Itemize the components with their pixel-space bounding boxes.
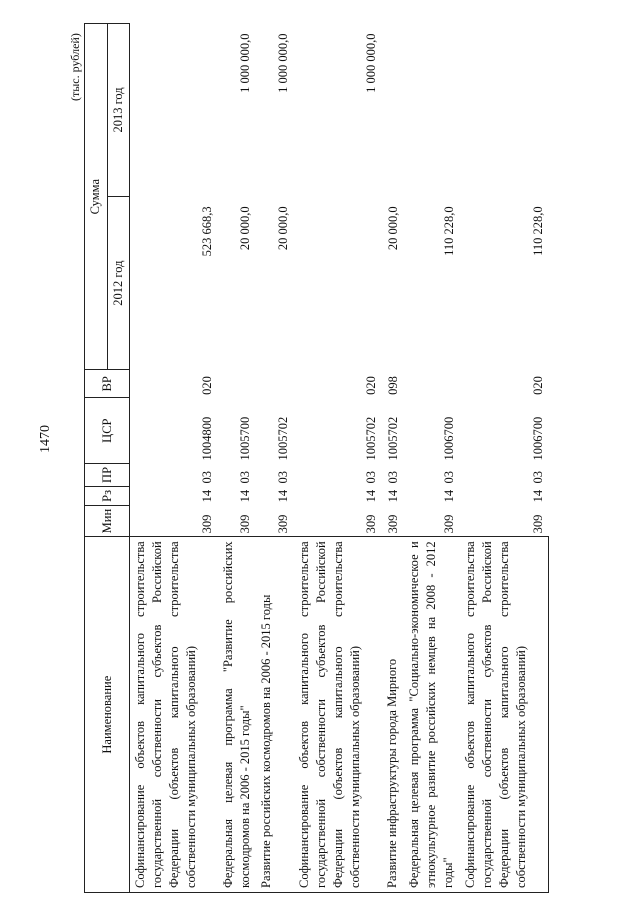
row-csr: 1005700 (238, 416, 252, 461)
row-sum-2012: 110 228,0 (442, 206, 456, 256)
row-csr: 1005702 (364, 416, 378, 461)
row-name: Софинансирование объектов капитального строительства государственной собственности субъектов Российской Федерации (объектов капитального строительства собственности муниципальных образований) (460, 537, 549, 893)
row-min: 309 (530, 514, 545, 534)
row-vr: 098 (386, 376, 400, 395)
row-name: Софинансирование объектов капитального строительства государственной собственности субъектов Российской Федерации (объектов капитального строительства собственности муниципальных образований) (294, 537, 382, 893)
row-pr: 03 (530, 470, 545, 484)
row-rz: 14 (200, 489, 214, 503)
table-row (130, 24, 219, 893)
header-pr: ПР (85, 463, 130, 486)
row-sum-2012: 110 228,0 (530, 206, 545, 256)
table-row (294, 24, 382, 893)
row-sum-2012 (294, 196, 382, 370)
table-row (460, 24, 549, 893)
row-csr: 1005702 (276, 416, 290, 461)
row-vr (218, 370, 256, 398)
row-pr: 03 (386, 470, 400, 484)
row-name: Развитие инфраструктуры города Мирного (382, 537, 404, 893)
header-year-2013: 2013 год (107, 24, 130, 197)
row-pr: 03 (238, 470, 252, 484)
row-csr: 1006700 (530, 416, 545, 461)
row-min: 309 (238, 514, 252, 534)
row-sum-2013 (460, 24, 549, 197)
table-row (218, 24, 256, 893)
header-rz: Рз (85, 486, 130, 505)
row-vr: 020 (200, 376, 214, 395)
header-name: Наименование (85, 537, 130, 893)
row-min: 309 (386, 514, 400, 534)
row-rz: 14 (386, 489, 400, 503)
row-csr: 1006700 (442, 416, 456, 461)
row-rz: 14 (530, 489, 545, 503)
row-vr: 020 (530, 376, 545, 395)
header-vr: ВР (85, 370, 130, 398)
row-name: Развитие российских космодромов на 2006 - 2015 годы (256, 537, 294, 893)
row-sum-2013 (382, 24, 404, 197)
row-sum-2012: 20 000,0 (276, 206, 290, 251)
row-vr: 020 (364, 376, 378, 395)
header-csr: ЦСР (85, 398, 130, 464)
page-number: 1470 (38, 425, 53, 453)
row-rz: 14 (364, 489, 378, 503)
row-name: Федеральная целевая программа "Развитие российских космодромов на 2006 - 2015 годы" (218, 537, 256, 893)
row-name: Софинансирование объектов капитального строительства государственной собственности субъектов Российской Федерации (объектов капитального строительства собственности муниципальных образований) (130, 537, 219, 893)
row-csr: 1005702 (386, 416, 400, 461)
row-sum-2013: 1 000 000,0 (364, 33, 378, 93)
row-min: 309 (200, 514, 214, 534)
row-sum-2013: 1 000 000,0 (276, 33, 290, 93)
units-label: (тыс. рублей) (68, 33, 82, 101)
header-sum: Сумма (85, 24, 108, 370)
row-sum-2012: 20 000,0 (238, 206, 252, 251)
table-header (85, 24, 130, 893)
rotated-page-content (38, 23, 545, 893)
row-min: 309 (276, 514, 290, 534)
row-sum-2012: 523 668,3 (200, 206, 214, 257)
row-pr: 03 (364, 470, 378, 484)
row-rz: 14 (276, 489, 290, 503)
row-vr (404, 370, 460, 398)
row-name: Федеральная целевая программа "Социально-экономическое и этнокультурное развитие российских немцев на 2008 - 2012 годы" (404, 537, 460, 893)
row-min: 309 (364, 514, 378, 534)
row-sum-2013 (404, 24, 460, 197)
row-pr: 03 (442, 470, 456, 484)
row-sum-2013 (130, 24, 219, 197)
row-sum-2013: 1 000 000,0 (238, 33, 252, 93)
row-csr: 1004800 (200, 416, 214, 461)
row-sum-2012: 20 000,0 (386, 206, 400, 251)
header-year-2012: 2012 год (107, 196, 130, 370)
row-pr: 03 (276, 470, 290, 484)
row-vr (256, 370, 294, 398)
row-pr: 03 (200, 470, 214, 484)
table-row (382, 24, 404, 893)
table-row (404, 24, 460, 893)
table-row (256, 24, 294, 893)
row-min: 309 (442, 514, 456, 534)
budget-table (84, 23, 549, 893)
row-rz: 14 (238, 489, 252, 503)
header-min: Мин (85, 505, 130, 537)
table-body (130, 24, 549, 893)
row-rz: 14 (442, 489, 456, 503)
